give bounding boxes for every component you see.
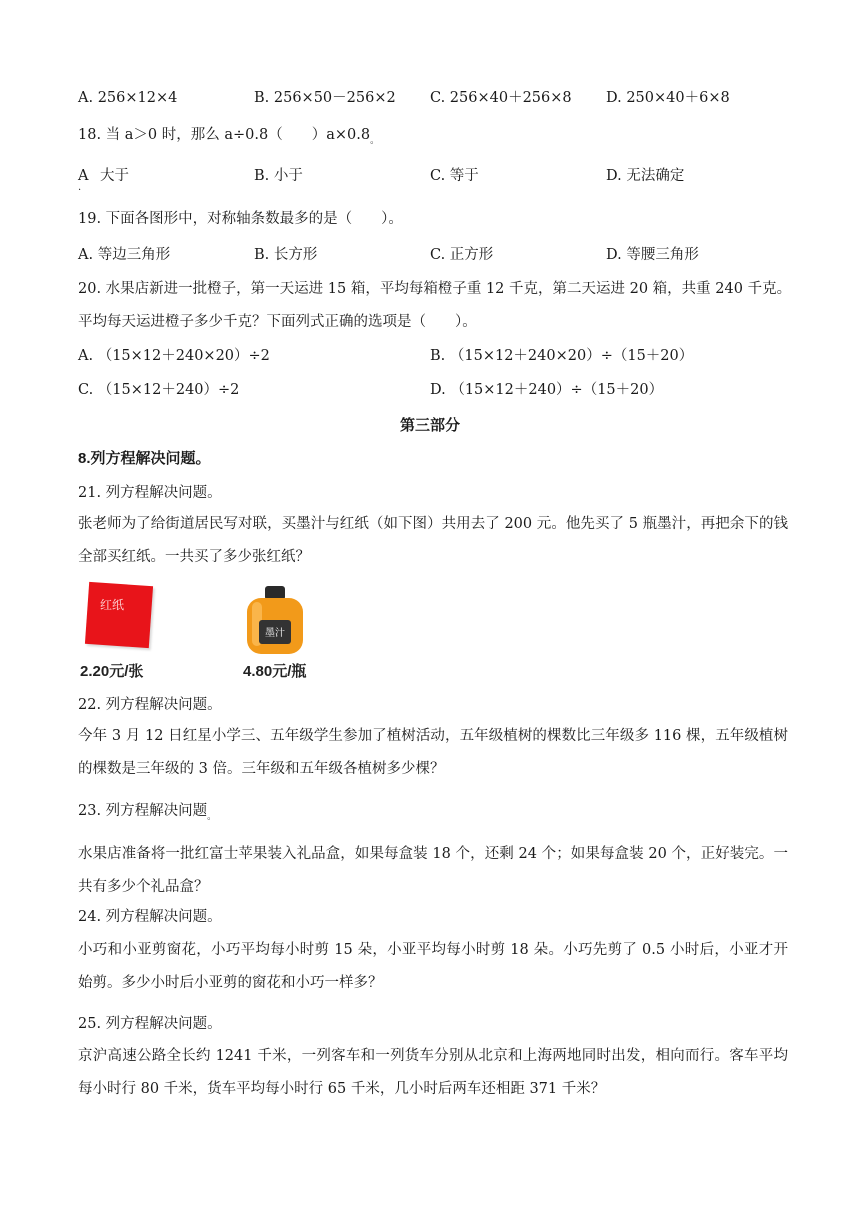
q20-stem-line1: 20. 水果店新进一批橙子，第一天运进 15 箱，平均每箱橙子重 12 千克，第二天运进 20 箱，共重 240 千克。 bbox=[78, 281, 792, 297]
q19-option-a: A. 等边三角形 bbox=[78, 247, 171, 263]
q18-option-d: D. 无法确定 bbox=[606, 168, 685, 184]
section-heading: 8.列方程解决问题。 bbox=[78, 450, 211, 467]
ink-price: 4.80元/瓶 bbox=[243, 663, 307, 680]
red-paper-price: 2.20元/张 bbox=[80, 663, 144, 680]
q18-option-b: B. 小于 bbox=[254, 168, 303, 184]
q18-option-a-text: 大于 bbox=[100, 168, 129, 184]
q24-stem: 24. 列方程解决问题。 bbox=[78, 909, 222, 925]
q17-option-a: A. 256×12×4 bbox=[78, 90, 178, 106]
q20-stem-line2: 平均每天运进橙子多少千克？下面列式正确的选项是（ ）。 bbox=[78, 314, 477, 330]
q19-option-b: B. 长方形 bbox=[254, 247, 318, 263]
ink-bottle-image bbox=[244, 584, 306, 656]
q20-option-a: A. （15×12＋240×20）÷2 bbox=[78, 348, 270, 364]
q18-stem-tail: 。 bbox=[370, 135, 380, 146]
q25-body: 京沪高速公路全长约 1241 千米，一列客车和一列货车分别从北京和上海两地同时出发，相向而行。客车平均每小时行 80 千米，货车平均每小时行 65 千米，几小时后两车还相距 371 千米？ bbox=[78, 1048, 788, 1097]
q20-option-b: B. （15×12＋240×20）÷（15＋20） bbox=[430, 348, 694, 364]
q17-option-b: B. 256×50－256×2 bbox=[254, 90, 396, 106]
q18-stem bbox=[78, 125, 379, 151]
q23-body: 水果店准备将一批红富士苹果装入礼品盒，如果每盒装 18 个，还剩 24 个；如果每盒装 20 个，正好装完。一共有多少个礼品盒？ bbox=[78, 846, 788, 895]
q18-option-a-dot: . bbox=[78, 182, 82, 193]
q23-stem-text: 23. 列方程解决问题 bbox=[78, 803, 208, 819]
q22-stem: 22. 列方程解决问题。 bbox=[78, 697, 222, 713]
q24-body: 小巧和小亚剪窗花，小巧平均每小时剪 15 朵，小亚平均每小时剪 18 朵。小巧先剪了 0.5 小时后，小亚才开始剪。多少小时后小亚剪的窗花和小巧一样多？ bbox=[78, 942, 788, 991]
q20-option-d: D. （15×12＋240）÷（15＋20） bbox=[430, 382, 664, 398]
q21-body: 张老师为了给街道居民写对联，买墨汁与红纸（如下图）共用去了 200 元。他先买了 5 瓶墨汁，再把余下的钱全部买红纸。一共买了多少张红纸？ bbox=[78, 516, 788, 565]
q18-option-c: C. 等于 bbox=[430, 168, 479, 184]
q18-stem-text: 18. 当 a＞0 时，那么 a÷0.8（ ）a×0.8 bbox=[78, 127, 371, 143]
q23-stem bbox=[78, 801, 216, 827]
ink-bottle-label-text: 墨汁 bbox=[265, 628, 285, 639]
q22-body: 今年 3 月 12 日红星小学三、五年级学生参加了植树活动，五年级植树的棵数比三年级多 116 棵，五年级植树的棵数是三年级的 3 倍。三年级和五年级各植树多少棵？ bbox=[78, 728, 788, 777]
q23-stem-tail: 。 bbox=[207, 811, 217, 822]
q19-option-c: C. 正方形 bbox=[430, 247, 494, 263]
q17-option-c: C. 256×40＋256×8 bbox=[430, 90, 572, 106]
red-paper-label: 红纸 bbox=[100, 598, 125, 612]
q25-stem: 25. 列方程解决问题。 bbox=[78, 1016, 222, 1032]
section-title: 第三部分 bbox=[399, 416, 460, 434]
q20-option-c: C. （15×12＋240）÷2 bbox=[78, 382, 240, 398]
q19-option-d: D. 等腰三角形 bbox=[606, 247, 699, 263]
q19-stem: 19. 下面各图形中，对称轴条数最多的是（ ）。 bbox=[78, 211, 403, 227]
red-paper-image bbox=[85, 582, 153, 648]
q17-option-d: D. 250×40＋6×8 bbox=[606, 90, 730, 106]
ink-bottle-cap bbox=[265, 586, 285, 600]
q21-stem: 21. 列方程解决问题。 bbox=[78, 485, 222, 501]
q18-option-a-letter: A bbox=[78, 168, 89, 184]
